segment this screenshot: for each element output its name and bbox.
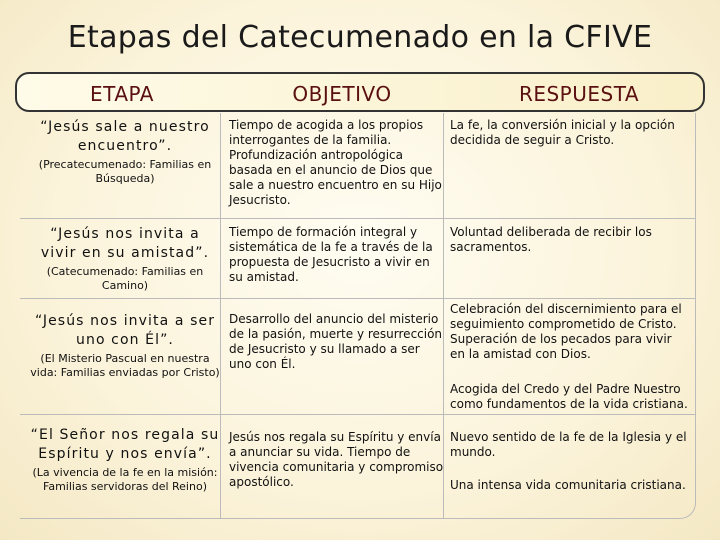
response-text: Voluntad deliberada de recibir los sacramentos. <box>450 225 652 254</box>
header-respuesta: RESPUESTA <box>518 82 640 106</box>
stage-cell <box>30 426 220 494</box>
stage-title: “Jesús nos invita a ser uno con Él”. <box>34 313 216 348</box>
response-cell <box>450 225 690 255</box>
response-text: Acogida del Credo y del Padre Nuestro como fundamentos de la vida cristiana. <box>450 382 688 411</box>
stage-subtitle: (El Misterio Pascual en nuestra vida: Familias enviadas por Cristo) <box>30 352 220 379</box>
objective-cell: Jesús nos regala su Espíritu y envía a anunciar su vida. Tiempo de vivencia comunitaria y compromiso apostólico. <box>229 430 444 489</box>
objective-cell: Desarrollo del anuncio del misterio de la pasión, muerte y resurrección de Jesucristo y su llamado a ser uno con Él. <box>229 312 443 371</box>
stage-cell <box>30 118 220 186</box>
stage-title: “Jesús sale a nuestro encuentro”. <box>40 119 210 154</box>
response-text: Nuevo sentido de la fe de la Iglesia y el mundo. <box>450 430 687 459</box>
table-header <box>15 72 705 112</box>
objective-cell: Tiempo de formación integral y sistemática de la fe a través de la propuesta de Jesucristo a vivir en su amistad. <box>229 225 433 284</box>
row-divider <box>20 414 695 415</box>
stage-title: “Jesús nos invita a vivir en su amistad”. <box>40 226 210 261</box>
response-text: Una intensa vida comunitaria cristiana. <box>450 478 686 492</box>
stage-title: “El Señor nos regala su Espíritu y nos envía”. <box>30 427 220 462</box>
header-objetivo: OBJETIVO <box>292 82 392 106</box>
header-etapa: ETAPA <box>90 82 154 106</box>
stage-subtitle: (Catecumenado: Familias en Camino) <box>46 265 204 292</box>
row-divider <box>20 218 695 219</box>
slide-title: Etapas del Catecumenado en la CFIVE <box>67 20 653 55</box>
response-cell <box>450 430 690 493</box>
column-divider <box>220 113 221 518</box>
stage-cell <box>30 225 220 293</box>
stage-cell <box>30 312 220 380</box>
response-text: La fe, la conversión inicial y la opción decidida de seguir a Cristo. <box>450 118 675 147</box>
stage-subtitle: (Precatecumenado: Familias en Búsqueda) <box>38 158 212 185</box>
row-divider <box>20 298 695 299</box>
response-text: Celebración del discernimiento para el seguimiento comprometido de Cristo. Superación de los pecados para vivir en la amistad con Dios. <box>450 302 682 361</box>
stage-subtitle: (La vivencia de la fe en la misión: Familias servidoras del Reino) <box>32 466 218 493</box>
objective-cell: Tiempo de acogida a los propios interrogantes de la familia. Profundización antropológica basada en el anuncio de Dios que sale a nuestro encuentro en su Hijo Jesucristo. <box>229 118 442 207</box>
response-cell <box>450 302 690 412</box>
response-cell <box>450 118 690 148</box>
